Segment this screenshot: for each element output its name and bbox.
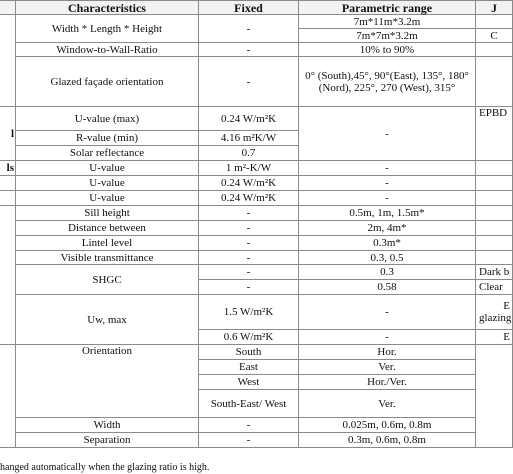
table-row	[0, 57, 513, 107]
fixed-cell: 0.24 W/m²K	[199, 176, 299, 191]
range-cell: 0.3m*	[299, 236, 476, 251]
range-cell: Hor.	[299, 345, 476, 360]
fixed-cell: -	[199, 418, 299, 433]
characteristic-cell: U-value	[16, 191, 199, 206]
group-cell	[0, 176, 16, 191]
table-row	[0, 295, 513, 330]
fixed-cell: -	[199, 265, 299, 280]
justification-cell	[476, 295, 513, 330]
table-row	[0, 251, 513, 265]
range-cell: 0.58	[299, 280, 476, 295]
justification-cell: E	[476, 330, 513, 345]
fixed-cell: -	[199, 433, 299, 448]
justification-cell: C	[476, 29, 513, 43]
fixed-cell: West	[199, 375, 299, 390]
range-cell: 0.3m, 0.6m, 0.8m	[299, 433, 476, 448]
fixed-cell: -	[199, 15, 299, 43]
header-justification: J	[476, 1, 513, 15]
table-header-row	[0, 1, 513, 15]
table-row	[0, 161, 513, 176]
characteristic-cell: U-value (max)	[16, 107, 199, 131]
table-row	[0, 206, 513, 221]
table-row	[0, 433, 513, 448]
table-row	[0, 107, 513, 131]
range-cell: -	[299, 295, 476, 330]
fixed-cell: 4.16 m²K/W	[199, 131, 299, 146]
fixed-cell: -	[199, 236, 299, 251]
fixed-cell: 0.6 W/m²K	[199, 330, 299, 345]
range-cell: 7m*11m*3.2m	[299, 15, 476, 29]
characteristic-cell: Visible transmittance	[16, 251, 199, 265]
table-row	[0, 191, 513, 206]
characteristic-cell: Width * Length * Height	[16, 15, 199, 43]
group-cell: l	[0, 107, 16, 161]
characteristic-cell: U-value	[16, 176, 199, 191]
characteristic-cell: Separation	[16, 433, 199, 448]
fixed-cell: 1 m²-K/W	[199, 161, 299, 176]
fixed-cell: -	[199, 43, 299, 57]
justification-cell	[476, 251, 513, 265]
table-row	[0, 265, 513, 280]
fixed-cell: -	[199, 57, 299, 107]
table-row	[0, 221, 513, 236]
group-cell	[0, 206, 16, 345]
characteristic-cell: Window-to-Wall-Ratio	[16, 43, 199, 57]
justification-cell	[476, 43, 513, 57]
justification-cell	[476, 206, 513, 221]
justification-cell	[476, 161, 513, 176]
range-cell: -	[299, 161, 476, 176]
range-cell: 7m*7m*3.2m	[299, 29, 476, 43]
justification-cell	[476, 15, 513, 29]
justification-cell	[476, 236, 513, 251]
fixed-cell: 0.24 W/m²K	[199, 191, 299, 206]
justification-cell	[476, 191, 513, 206]
range-cell: -	[299, 107, 476, 161]
characteristic-cell: Width	[16, 418, 199, 433]
table-row	[0, 236, 513, 251]
characteristic-cell: Distance between	[16, 221, 199, 236]
fixed-cell: -	[199, 251, 299, 265]
fixed-cell: -	[199, 280, 299, 295]
header-characteristics: Characteristics	[16, 1, 199, 15]
range-cell: -	[299, 191, 476, 206]
range-cell: 0.5m, 1m, 1.5m*	[299, 206, 476, 221]
header-group	[0, 1, 16, 15]
fixed-cell: 0.24 W/m²K	[199, 107, 299, 131]
table-row	[0, 176, 513, 191]
justification-cell	[476, 345, 513, 448]
characteristic-cell: Uw, max	[16, 295, 199, 345]
fixed-cell: 0.7	[199, 146, 299, 161]
characteristic-cell: Lintel level	[16, 236, 199, 251]
range-cell: 2m, 4m*	[299, 221, 476, 236]
justification-cell: Clear	[476, 280, 513, 295]
header-parametric-range: Parametric range	[299, 1, 476, 15]
range-cell: -	[299, 330, 476, 345]
range-cell: Ver.	[299, 390, 476, 418]
table-row	[0, 418, 513, 433]
fixed-cell: South-East/ West	[199, 390, 299, 418]
range-cell: -	[299, 176, 476, 191]
characteristic-cell: Glazed façade orientation	[16, 57, 199, 107]
fixed-cell: -	[199, 221, 299, 236]
group-cell: ls	[0, 161, 16, 176]
table-row	[0, 15, 513, 29]
characteristic-cell: R-value (min)	[16, 131, 199, 146]
range-cell: Hor./Ver.	[299, 375, 476, 390]
justification-cell: Dark b	[476, 265, 513, 280]
table-row	[0, 345, 513, 360]
justification-cell	[476, 221, 513, 236]
justification-cell	[476, 176, 513, 191]
fixed-cell: 1.5 W/m²K	[199, 295, 299, 330]
header-fixed: Fixed	[199, 1, 299, 15]
table-footnote: hanged automatically when the glazing ratio is high.	[0, 462, 210, 473]
group-cell	[0, 191, 16, 206]
group-cell	[0, 15, 16, 107]
group-cell	[0, 345, 16, 448]
fixed-cell: -	[199, 206, 299, 221]
range-cell: 0.025m, 0.6m, 0.8m	[299, 418, 476, 433]
characteristic-cell: Orientation	[16, 345, 199, 418]
characteristic-cell: Solar reflectance	[16, 146, 199, 161]
justification-cell: EPBD	[476, 107, 513, 161]
range-cell: 0.3	[299, 265, 476, 280]
characteristic-cell: SHGC	[16, 265, 199, 295]
characteristic-cell: Sill height	[16, 206, 199, 221]
fixed-cell: East	[199, 360, 299, 375]
fixed-cell: South	[199, 345, 299, 360]
justification-cell	[476, 57, 513, 107]
justification-line: glazing	[479, 312, 512, 324]
table-row	[0, 43, 513, 57]
justification-line: E	[503, 300, 510, 312]
range-cell: Ver.	[299, 360, 476, 375]
range-cell: 10% to 90%	[299, 43, 476, 57]
characteristic-cell: U-value	[16, 161, 199, 176]
range-cell: 0° (South),45°, 90°(East), 135°, 180° (Nord), 225°, 270 (West), 315°	[299, 57, 476, 107]
range-cell: 0.3, 0.5	[299, 251, 476, 265]
